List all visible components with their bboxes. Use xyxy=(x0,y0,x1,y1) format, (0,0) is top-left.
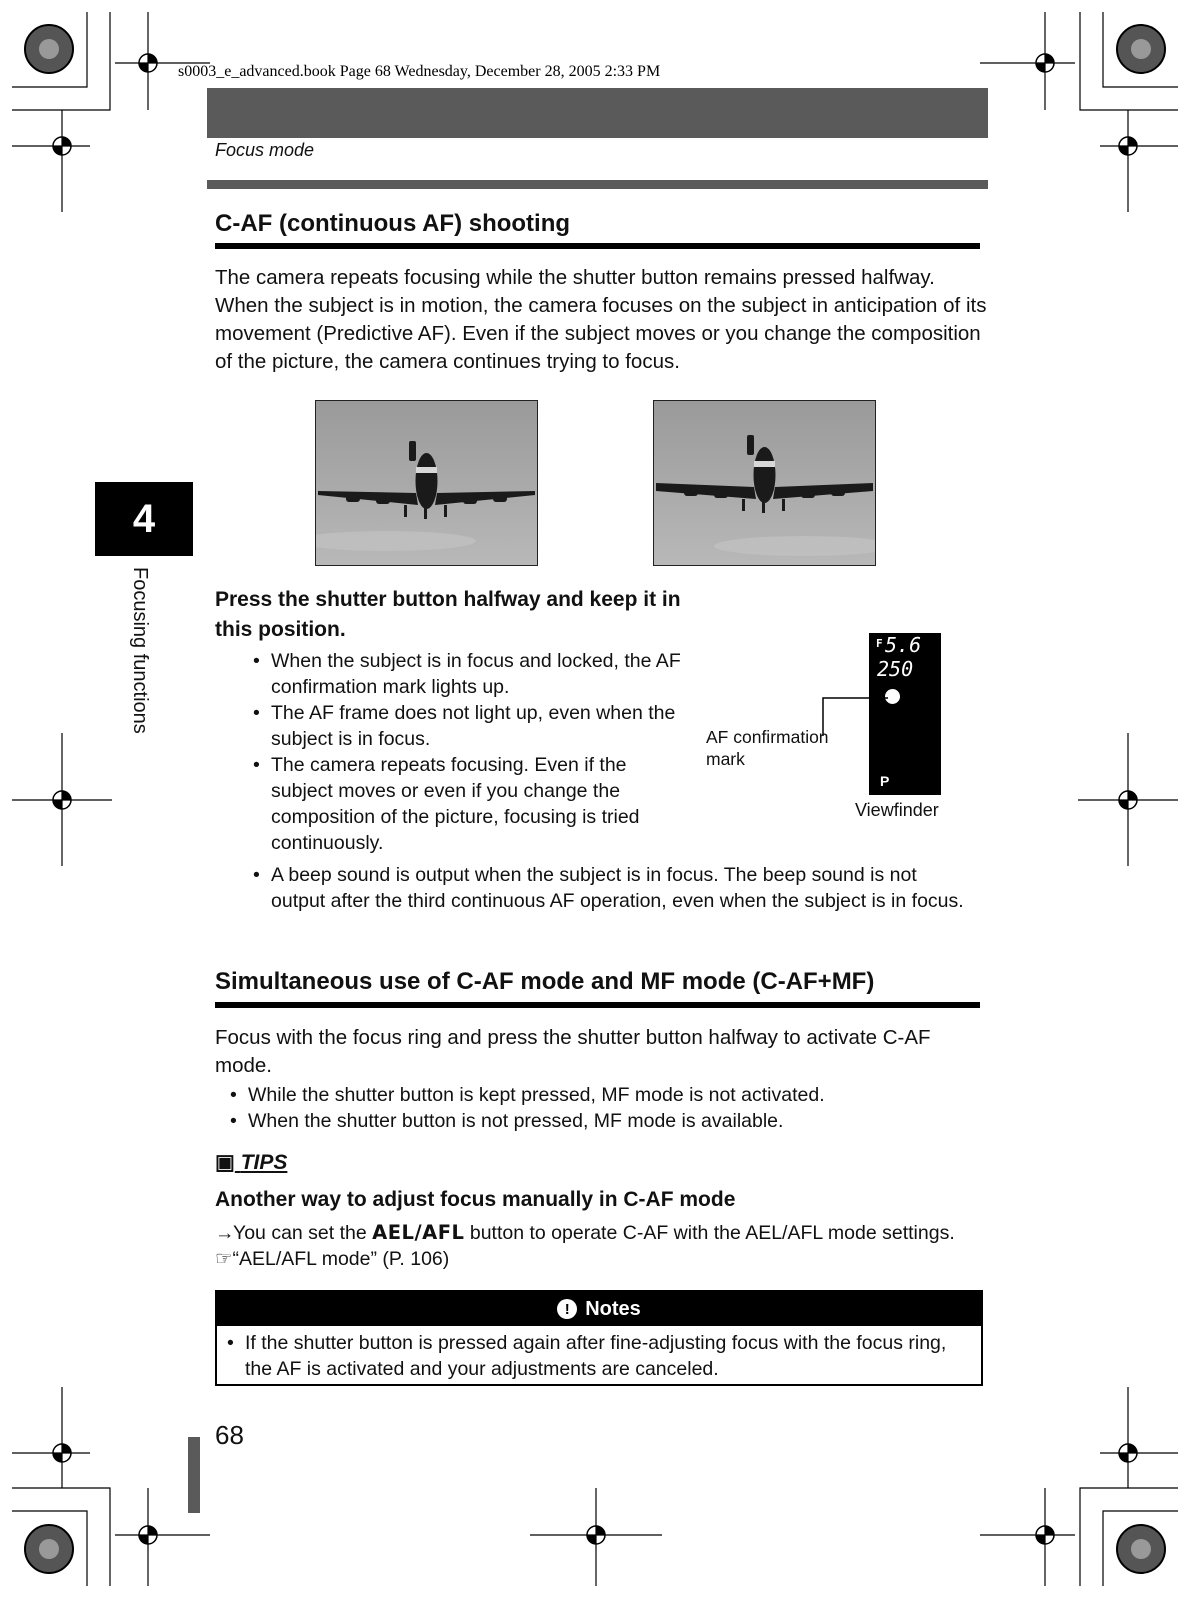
reference-icon: ☞ xyxy=(215,1248,233,1270)
airplane-photo-1 xyxy=(315,400,538,566)
ael-afl-button-label: AEL/AFL xyxy=(372,1221,465,1244)
print-header: s0003_e_advanced.book Page 68 Wednesday, December 28, 2005 2:33 PM xyxy=(178,63,661,80)
list-item: • When the shutter button is not pressed, MF mode is available. xyxy=(230,1108,970,1134)
caf-mf-heading-rule xyxy=(215,1002,980,1008)
airplane-photo-2 xyxy=(653,400,876,566)
caf-intro: The camera repeats focusing while the shutter button remains pressed halfway. When the subject is in motion, the camera focuses on the subject in anticipation of its movement (Predictive AF). Even if the subject moves or you change the composition of the picture, the camera continues trying to focus. xyxy=(215,266,987,373)
tips-label: TIPS xyxy=(240,1151,288,1174)
exclamation-icon: ! xyxy=(557,1299,577,1319)
caf-mf-intro: Focus with the focus ring and press the shutter button halfway to activate C-AF mode. xyxy=(215,1026,931,1077)
viewfinder-caption: Viewfinder xyxy=(855,800,939,820)
page-number: 68 xyxy=(215,1420,244,1450)
header-bar xyxy=(207,88,988,138)
chapter-label: Focusing functions xyxy=(129,567,151,734)
viewfinder-mode: P xyxy=(880,773,890,789)
viewfinder-aperture: 5.6 xyxy=(885,633,922,657)
caf-bullets-wide xyxy=(253,862,973,914)
tips-reference: “AEL/AFL mode” (P. 106) xyxy=(232,1248,450,1270)
notes-header xyxy=(217,1292,981,1326)
page-number-bar xyxy=(188,1437,200,1513)
list-item: • The AF frame does not light up, even when the subject is in focus. xyxy=(253,700,683,752)
caf-bullets xyxy=(253,648,683,856)
notes-box xyxy=(215,1290,983,1386)
tips-text-before: You can set the xyxy=(233,1222,373,1244)
header-rule xyxy=(207,180,988,189)
list-item: • When the subject is in focus and locked, the AF confirmation mark lights up. xyxy=(253,648,683,700)
list-item: • The camera repeats focusing. Even if the subject moves or even if you change the composition of the picture, focusing is tried continuously. xyxy=(253,752,683,856)
viewfinder-shutter: 250 xyxy=(877,657,914,681)
tips-heading: Another way to adjust focus manually in C-AF mode xyxy=(215,1188,736,1211)
chapter-tab: 4 xyxy=(95,482,193,556)
tips-text-after: button to operate C-AF with the AEL/AFL mode settings. xyxy=(464,1222,955,1244)
list-item: • If the shutter button is pressed again after fine-adjusting focus with the focus ring, the AF is activated and your adjustments are canceled. xyxy=(227,1330,971,1382)
notes-list xyxy=(227,1330,971,1382)
notes-title: Notes xyxy=(585,1297,641,1320)
viewfinder-f-prefix: F xyxy=(876,637,883,650)
section-label: Focus mode xyxy=(215,140,315,160)
memo-icon: ▣ xyxy=(215,1151,235,1174)
tips-body xyxy=(215,1220,990,1272)
af-confirmation-label: AF confirmation mark xyxy=(706,727,829,769)
tips-title xyxy=(215,1150,287,1175)
list-item: • While the shutter button is kept pressed, MF mode is not activated. xyxy=(230,1082,970,1108)
arrow-icon: → xyxy=(215,1222,235,1244)
caf-heading: C-AF (continuous AF) shooting xyxy=(215,210,571,237)
list-item: • A beep sound is output when the subject is in focus. The beep sound is not output after the third continuous AF operation, even when the subject is in focus. xyxy=(253,862,973,914)
caf-heading-rule xyxy=(215,243,980,249)
caf-mf-bullets xyxy=(230,1082,970,1134)
caf-mf-heading: Simultaneous use of C-AF mode and MF mode (C-AF+MF) xyxy=(215,968,875,995)
caf-instruction: Press the shutter button halfway and keep it in this position. xyxy=(215,588,681,641)
